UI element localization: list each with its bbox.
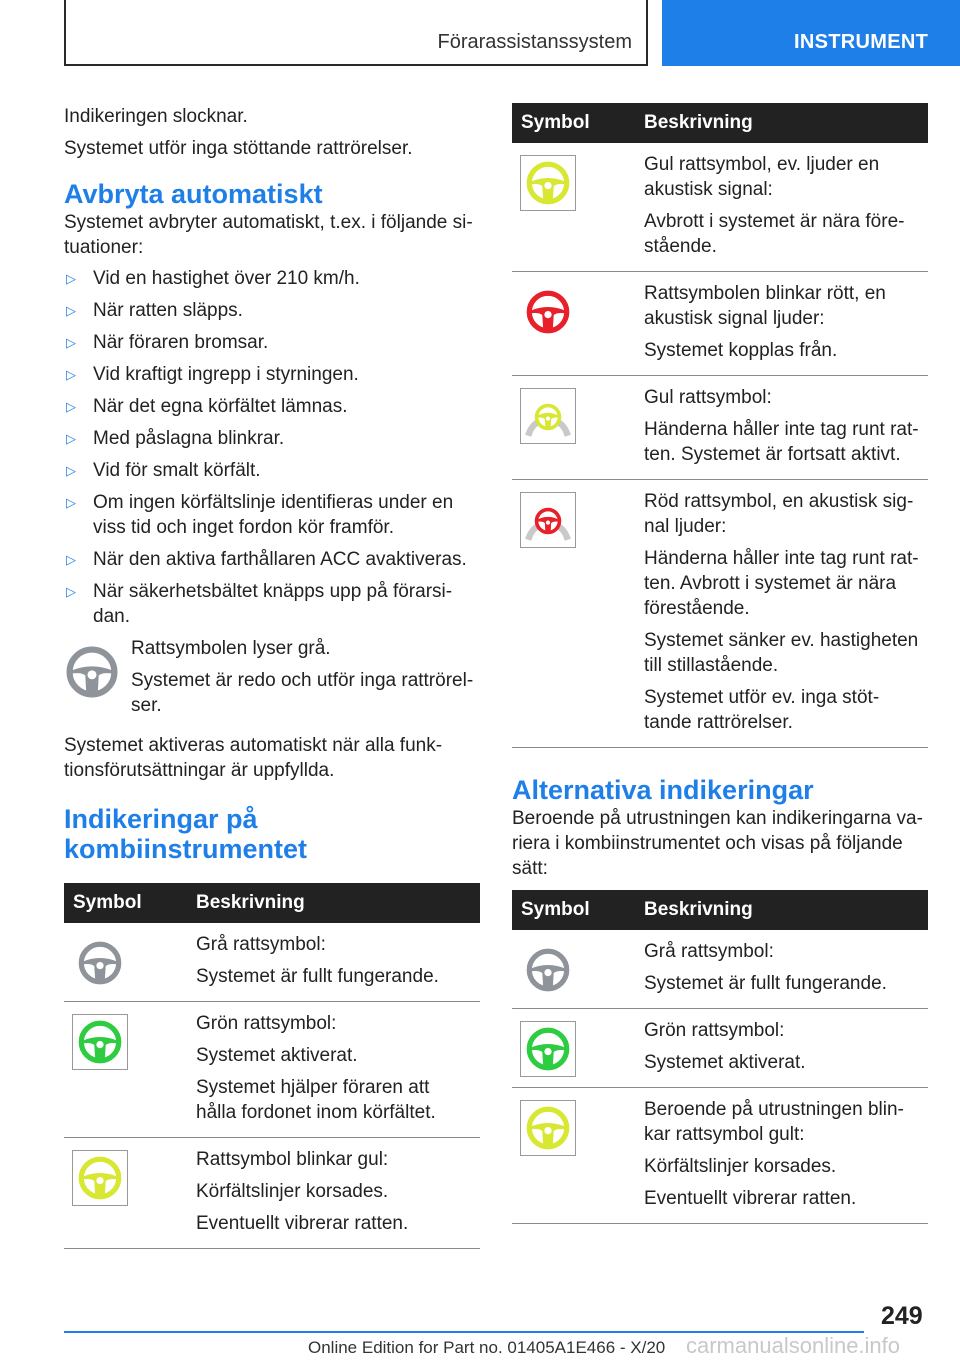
right-column <box>512 103 928 1224</box>
description-cell <box>192 923 480 1002</box>
bullet-text: När säkerhetsbältet knäpps upp på förarsidan. <box>93 581 453 627</box>
description-line: Eventuellt vibrerar ratten. <box>196 1213 409 1234</box>
grey-icon-note <box>64 636 480 718</box>
bullet-triangle-icon: ▷ <box>66 335 76 350</box>
steering-wheel-svg <box>64 644 120 700</box>
col-header-description: Beskrivning <box>192 883 480 923</box>
description-line: Körfältslinjer korsades. <box>644 1156 837 1177</box>
steering-wheel-svg <box>522 944 574 996</box>
bullet-item <box>64 490 480 540</box>
edition-text: Online Edition for Part no. 01405A1E466 - X/20 <box>308 1338 666 1357</box>
bullet-triangle-icon: ▷ <box>66 367 76 382</box>
table-row <box>64 923 480 1002</box>
description-line: Grå rattsymbol: <box>644 941 774 962</box>
bullet-text: Vid kraftigt ingrepp i styrningen. <box>93 364 359 385</box>
description-cell <box>192 1138 480 1249</box>
header-chapter-tab <box>662 0 960 66</box>
bullet-item <box>64 547 480 572</box>
description-line: Gul rattsymbol, ev. ljuder en akustisk signal: <box>644 154 880 200</box>
bullet-triangle-icon: ▷ <box>66 399 76 414</box>
bullet-item <box>64 579 480 629</box>
table-row <box>64 1138 480 1249</box>
description-cell <box>640 376 928 480</box>
description-line: Systemet är fullt fungerande. <box>644 973 887 994</box>
bullet-text: Med påslagna blinkrar. <box>93 428 285 449</box>
description-line: Grå rattsymbol: <box>196 934 326 955</box>
description-line: Avbrott i systemet är nära förestående. <box>644 211 905 257</box>
bullet-item <box>64 362 480 387</box>
bullet-triangle-icon: ▷ <box>66 303 76 318</box>
table-row <box>512 376 928 480</box>
symbol-cell <box>512 480 640 748</box>
col-header-symbol: Symbol <box>512 103 640 143</box>
bullet-list <box>64 266 480 629</box>
description-cell <box>640 480 928 748</box>
bullet-item <box>64 426 480 451</box>
header-section-tab <box>64 0 648 66</box>
steering-wheel-svg <box>74 1152 126 1204</box>
col-header-description: Beskrivning <box>640 103 928 143</box>
chapter-title: INSTRUMENT <box>794 31 929 53</box>
table-row <box>512 930 928 1009</box>
grey-icon-line-1: Rattsymbolen lyser grå. <box>131 638 331 659</box>
heading-avbryta: Avbryta automatiskt <box>64 179 323 209</box>
description-line: Systemet kopplas från. <box>644 340 838 361</box>
steering-wheel-svg <box>522 1102 574 1154</box>
description-cell <box>640 1088 928 1224</box>
description-line: Beroende på utrustningen blinkar rattsymbol gult: <box>644 1099 904 1145</box>
steering-wheel-svg <box>74 1016 126 1068</box>
symbol-cell <box>64 923 192 1002</box>
symbol-cell <box>512 930 640 1009</box>
symbol-cell <box>512 143 640 272</box>
description-line: Röd rattsymbol, en akustisk signal ljuder: <box>644 491 914 537</box>
bullet-triangle-icon: ▷ <box>66 552 76 567</box>
bullet-item <box>64 298 480 323</box>
bullet-triangle-icon: ▷ <box>66 463 76 478</box>
steering-wheel-svg <box>522 390 574 442</box>
col-header-symbol: Symbol <box>512 890 640 930</box>
symbol-cell <box>64 1002 192 1138</box>
description-line: Rattsymbolen blinkar rött, en akustisk signal ljuder: <box>644 283 886 329</box>
steering-wheel-yellow-icon <box>72 1150 128 1206</box>
page-number: 249 <box>881 1302 923 1330</box>
symbol-table-2 <box>512 103 928 748</box>
table-row <box>64 1002 480 1138</box>
table-row <box>512 480 928 748</box>
bullet-text: Vid för smalt körfält. <box>93 460 261 481</box>
symbol-table-1 <box>64 883 480 1249</box>
heading-indikeringar: Indikeringar på kombiinstrumentet <box>64 804 308 864</box>
steering-wheel-grey-icon <box>72 935 128 991</box>
bullet-text: Vid en hastighet över 210 km/h. <box>93 268 360 289</box>
symbol-cell <box>64 1138 192 1249</box>
steering-wheel-green-icon <box>520 1021 576 1077</box>
avbryta-text: Systemet avbryter automatiskt, t.ex. i följande situationer: <box>64 212 473 258</box>
steering-wheel-svg <box>522 494 574 546</box>
description-line: Gul rattsymbol: <box>644 387 772 408</box>
description-line: Systemet är fullt fungerande. <box>196 966 439 987</box>
bullet-triangle-icon: ▷ <box>66 584 76 599</box>
steering-wheel-red-icon <box>520 284 576 340</box>
bullet-text: När föraren bromsar. <box>93 332 269 353</box>
symbol-cell <box>512 1088 640 1224</box>
col-header-description: Beskrivning <box>640 890 928 930</box>
steering-wheel-yellow-icon <box>520 1100 576 1156</box>
intro-line-2: Systemet utför inga stöttande rattrörelser. <box>64 138 413 159</box>
watermark: carmanualsonline.info <box>686 1333 901 1358</box>
table-row <box>512 143 928 272</box>
bullet-item <box>64 266 480 291</box>
description-line: Grön rattsymbol: <box>644 1020 785 1041</box>
grey-icon-line-2: Systemet är redo och utför inga rattrörelser. <box>131 670 474 716</box>
steering-wheel-svg <box>522 286 574 338</box>
steering-wheel-svg <box>522 1023 574 1075</box>
description-line: Händerna håller inte tag runt ratten. Avbrott i systemet är nära förestående. <box>644 548 919 619</box>
symbol-table-3 <box>512 890 928 1224</box>
bullet-text: När det egna körfältet lämnas. <box>93 396 348 417</box>
bullet-triangle-icon: ▷ <box>66 431 76 446</box>
bullet-text: När ratten släpps. <box>93 300 243 321</box>
description-line: Systemet utför ev. inga stöttande rattrörelser. <box>644 687 880 733</box>
description-line: Grön rattsymbol: <box>196 1013 337 1034</box>
steering-wheel-yellow-icon <box>520 155 576 211</box>
bullet-triangle-icon: ▷ <box>66 271 76 286</box>
alt-text: Beroende på utrustningen kan indikeringarna variera i kombiinstrumentet och visas på följande sätt: <box>512 808 923 879</box>
description-line: Systemet aktiverat. <box>644 1052 806 1073</box>
description-cell <box>640 143 928 272</box>
auto-text: Systemet aktiveras automatiskt när alla funktionsförutsättningar är uppfyllda. <box>64 735 443 781</box>
bullet-item <box>64 330 480 355</box>
steering-wheel-green-icon <box>72 1014 128 1070</box>
bullet-text: Om ingen körfältslinje identifieras under en viss tid och inget fordon kör framför. <box>93 492 454 538</box>
description-line: Systemet hjälper föraren att hålla fordonet inom körfältet. <box>196 1077 436 1123</box>
section-title: Förarassistanssystem <box>437 31 632 53</box>
symbol-cell <box>512 376 640 480</box>
steering-wheel-svg <box>74 937 126 989</box>
description-line: Rattsymbol blinkar gul: <box>196 1149 389 1170</box>
table-row <box>512 1009 928 1088</box>
bullet-text: När den aktiva farthållaren ACC avaktiveras. <box>93 549 467 570</box>
steering-wheel-hands-red-icon <box>520 492 576 548</box>
steering-wheel-grey-icon <box>64 636 131 718</box>
intro-line-1: Indikeringen slocknar. <box>64 106 248 127</box>
steering-wheel-hands-yellow-icon <box>520 388 576 444</box>
table-row <box>512 272 928 376</box>
bullet-item <box>64 394 480 419</box>
bullet-item <box>64 458 480 483</box>
left-column <box>64 104 480 1249</box>
description-line: Systemet aktiverat. <box>196 1045 358 1066</box>
description-cell <box>640 272 928 376</box>
bullet-triangle-icon: ▷ <box>66 495 76 510</box>
col-header-symbol: Symbol <box>64 883 192 923</box>
table-row <box>512 1088 928 1224</box>
steering-wheel-svg <box>522 157 574 209</box>
symbol-cell <box>512 272 640 376</box>
symbol-cell <box>512 1009 640 1088</box>
heading-alternativa: Alternativa indikeringar <box>512 775 814 805</box>
description-line: Körfältslinjer korsades. <box>196 1181 389 1202</box>
description-line: Händerna håller inte tag runt ratten. Systemet är fortsatt aktivt. <box>644 419 919 465</box>
description-cell <box>640 930 928 1009</box>
description-line: Systemet sänker ev. hastigheten till stillastående. <box>644 630 919 676</box>
steering-wheel-grey-icon <box>520 942 576 998</box>
description-line: Eventuellt vibrerar ratten. <box>644 1188 857 1209</box>
description-cell <box>192 1002 480 1138</box>
description-cell <box>640 1009 928 1088</box>
